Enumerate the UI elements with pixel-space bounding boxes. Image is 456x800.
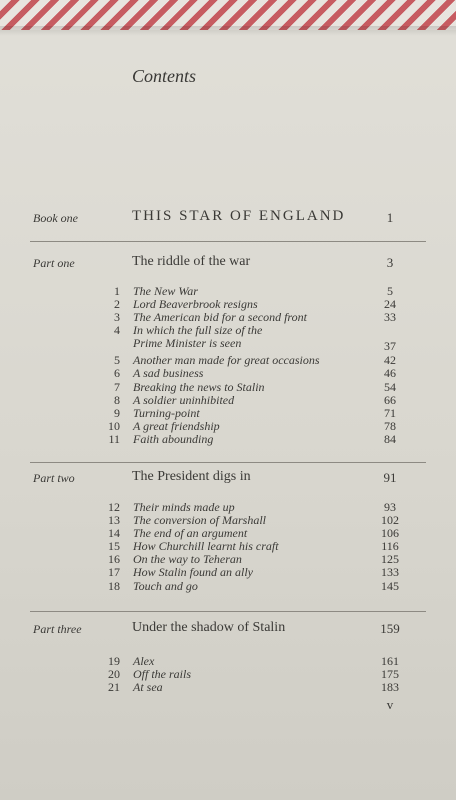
part-page-number: 91	[383, 470, 397, 485]
chapter-title: Turning-point	[133, 405, 200, 420]
chapter-number: 3	[114, 310, 120, 325]
chapter-title: A soldier uninhibited	[133, 392, 235, 407]
part-title: Under the shadow of Stalin	[132, 620, 286, 635]
chapter-row	[0, 566, 456, 579]
chapter-page: 175	[381, 667, 399, 682]
chapter-title: Alex	[133, 654, 155, 668]
chapter-number: 15	[108, 539, 120, 554]
chapter-title: Lord Beaverbrook resigns	[133, 297, 258, 312]
book-page-number: 1	[386, 210, 394, 225]
chapter-number: 8	[114, 392, 120, 407]
divider	[30, 611, 426, 612]
chapter-title: In which the full size of the	[133, 323, 263, 338]
chapter-list	[0, 655, 456, 694]
chapter-title: The conversion of Marshall	[133, 513, 266, 528]
chapter-title: At sea	[133, 680, 163, 695]
book-heading: THIS STAR OF ENGLAND	[132, 208, 346, 224]
chapter-page: 37	[384, 339, 396, 354]
part-heading	[0, 254, 456, 276]
chapter-title: Touch and go	[133, 578, 198, 593]
part-title: The riddle of the war	[132, 254, 251, 269]
chapter-number: 21	[108, 680, 120, 695]
chapter-page: 116	[381, 539, 399, 554]
chapter-number: 20	[108, 667, 120, 682]
chapter-page: 33	[384, 310, 396, 325]
chapter-page: 93	[384, 500, 396, 514]
chapter-page: 102	[381, 513, 399, 528]
part-page-number: 159	[380, 621, 400, 636]
chapter-number: 16	[108, 552, 120, 567]
chapter-title: Breaking the news to Stalin	[133, 379, 265, 394]
chapter-title: Off the rails	[133, 667, 192, 682]
chapter-row	[0, 367, 456, 380]
edge-shadow	[0, 26, 456, 36]
chapter-row	[0, 394, 456, 407]
chapter-page: 183	[381, 680, 399, 695]
part-heading	[0, 469, 456, 491]
chapter-title: The New War	[133, 284, 198, 298]
chapter-row	[0, 381, 456, 394]
chapter-number: 2	[114, 297, 120, 312]
part-page-number: 3	[386, 255, 394, 270]
chapter-page: 145	[381, 578, 399, 593]
folio-page-number: v	[386, 697, 394, 712]
chapter-page: 24	[384, 297, 396, 312]
chapter-page: 78	[384, 418, 396, 433]
chapter-number: 7	[114, 379, 120, 394]
chapter-page: 133	[381, 565, 399, 580]
chapter-title: Their minds made up	[133, 500, 235, 514]
chapter-row	[0, 580, 456, 593]
chapter-page: 84	[384, 431, 396, 446]
chapter-row	[0, 433, 456, 446]
divider	[30, 241, 426, 242]
page-title: Contents	[131, 66, 196, 86]
chapter-list	[0, 501, 456, 593]
chapter-number: 14	[108, 526, 120, 541]
chapter-number: 11	[108, 431, 120, 446]
chapter-title: The American bid for a second front	[133, 310, 307, 325]
chapter-page: 5	[387, 284, 393, 298]
chapter-number: 17	[108, 565, 120, 580]
chapter-number: 4	[114, 323, 120, 338]
chapter-title: A great friendship	[133, 418, 220, 433]
chapter-number: 1	[114, 284, 120, 298]
chapter-title: A sad business	[133, 366, 204, 381]
book-label: Book one	[33, 211, 78, 225]
chapter-number: 5	[114, 353, 120, 368]
chapter-list	[0, 285, 456, 446]
chapter-page: 161	[381, 654, 399, 668]
part-label: Part three	[33, 622, 82, 636]
chapter-page: 42	[384, 353, 396, 368]
chapter-number: 19	[108, 654, 120, 668]
chapter-number: 10	[108, 418, 120, 433]
book-entry	[0, 208, 456, 228]
chapter-number: 6	[114, 366, 120, 381]
chapter-title: How Churchill learnt his craft	[133, 539, 279, 554]
divider	[30, 462, 426, 463]
chapter-title: Another man made for great occasions	[133, 353, 320, 368]
chapter-page: 125	[381, 552, 399, 567]
part-label: Part one	[33, 256, 75, 270]
chapter-row	[0, 407, 456, 420]
chapter-page: 106	[381, 526, 399, 541]
part-three	[0, 620, 456, 694]
part-label: Part two	[33, 471, 75, 485]
chapter-number: 9	[114, 405, 120, 420]
chapter-number: 12	[108, 500, 120, 514]
part-two	[0, 469, 456, 593]
chapter-title: The end of an argument	[133, 526, 248, 541]
chapter-row	[0, 420, 456, 433]
chapter-page: 71	[384, 405, 396, 420]
chapter-row	[0, 681, 456, 694]
chapter-title: How Stalin found an ally	[133, 565, 253, 580]
part-heading	[0, 620, 456, 642]
part-one	[0, 254, 456, 446]
chapter-number: 18	[108, 578, 120, 593]
chapter-title: Faith abounding	[133, 431, 214, 446]
chapter-number: 13	[108, 513, 120, 528]
chapter-title: Prime Minister is seen	[133, 336, 242, 351]
chapter-page: 66	[384, 392, 396, 407]
part-title: The President digs in	[132, 469, 251, 484]
chapter-page: 46	[384, 366, 396, 381]
chapter-page: 54	[384, 379, 396, 394]
chapter-row	[0, 337, 456, 354]
chapter-title: On the way to Teheran	[133, 552, 242, 567]
